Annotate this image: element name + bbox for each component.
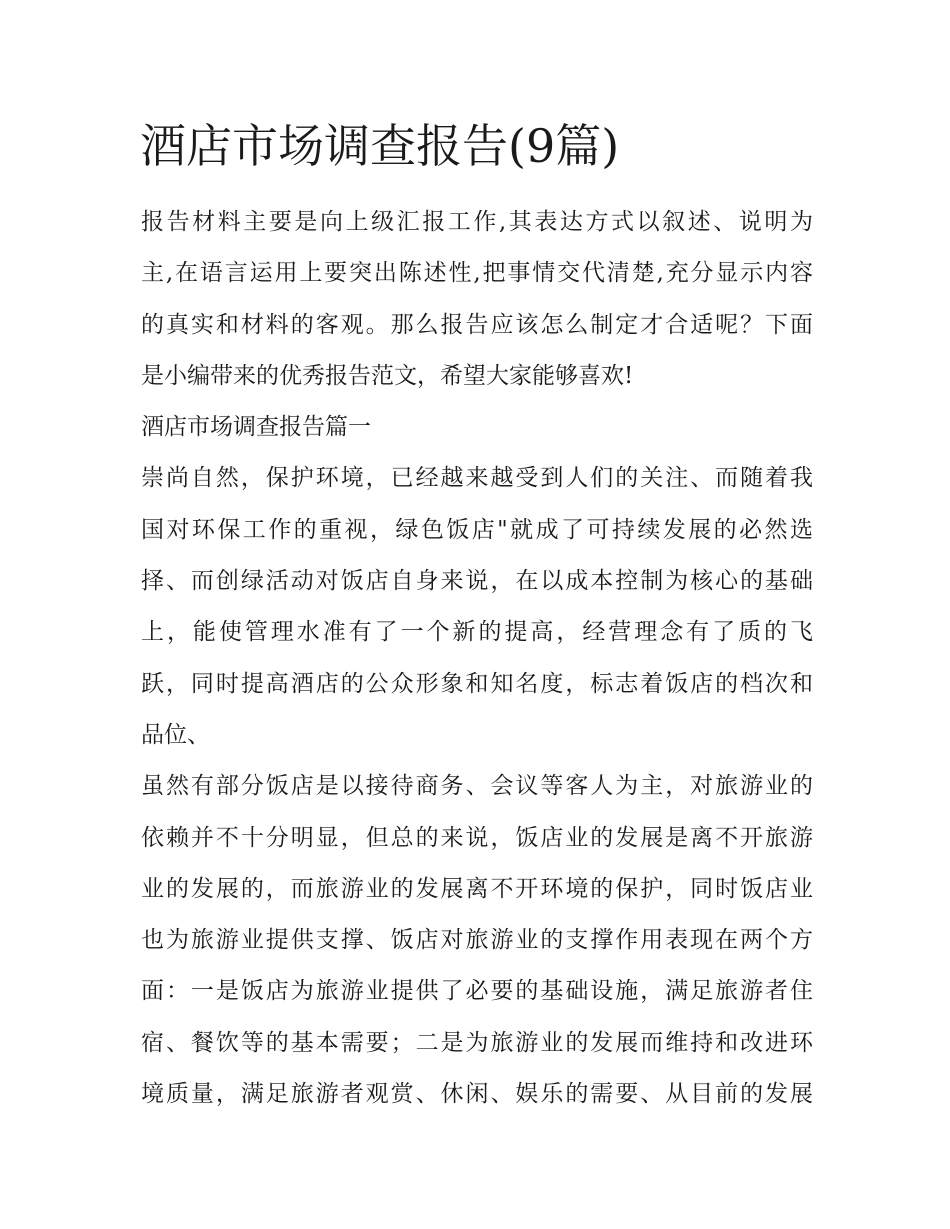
text-line: 境质量，满足旅游者观赏、休闲、娱乐的需要、从目前的发展 <box>141 1081 813 1108</box>
text-line: 是小编带来的优秀报告范文，希望大家能够喜欢! <box>141 362 634 389</box>
text-line: 跃，同时提高酒店的公众形象和知名度，标志着饭店的档次和 <box>141 670 813 697</box>
text-line: 业的发展的，而旅游业的发展离不开环境的保护，同时饭店业 <box>141 875 813 902</box>
text-line: 国对环保工作的重视，绿色饭店"就成了可持续发展的必然选 <box>141 516 813 543</box>
text-line: 品位、 <box>141 721 210 748</box>
text-line: 崇尚自然，保护环境，已经越来越受到人们的关注、而随着我 <box>141 465 813 492</box>
text-line: 宿、餐饮等的基本需要；二是为旅游业的发展而维持和改进环 <box>141 1029 813 1056</box>
text-line: 面：一是饭店为旅游业提供了必要的基础设施，满足旅游者住 <box>141 978 813 1005</box>
text-line: 上，能使管理水准有了一个新的提高，经营理念有了质的飞 <box>141 619 813 646</box>
text-line: 酒店市场调查报告篇一 <box>141 414 371 441</box>
text-line: 依赖并不十分明显，但总的来说，饭店业的发展是离不开旅游 <box>141 824 813 851</box>
text-line: 择、而创绿活动对饭店自身来说，在以成本控制为核心的基础 <box>141 568 813 595</box>
document-body <box>141 197 813 1120</box>
text-line: 也为旅游业提供支撑、饭店对旅游业的支撑作用表现在两个方 <box>141 927 813 954</box>
document-title: 酒店市场调查报告(9篇) <box>140 119 620 173</box>
text-line: 主,在语言运用上要突出陈述性,把事情交代清楚,充分显示内容 <box>141 260 813 287</box>
text-line: 报告材料主要是向上级汇报工作,其表达方式以叙述、说明为 <box>141 209 813 235</box>
text-line: 虽然有部分饭店是以接待商务、会议等客人为主，对旅游业的 <box>141 773 813 800</box>
text-line: 的真实和材料的客观。那么报告应该怎么制定才合适呢？下面 <box>141 311 813 338</box>
